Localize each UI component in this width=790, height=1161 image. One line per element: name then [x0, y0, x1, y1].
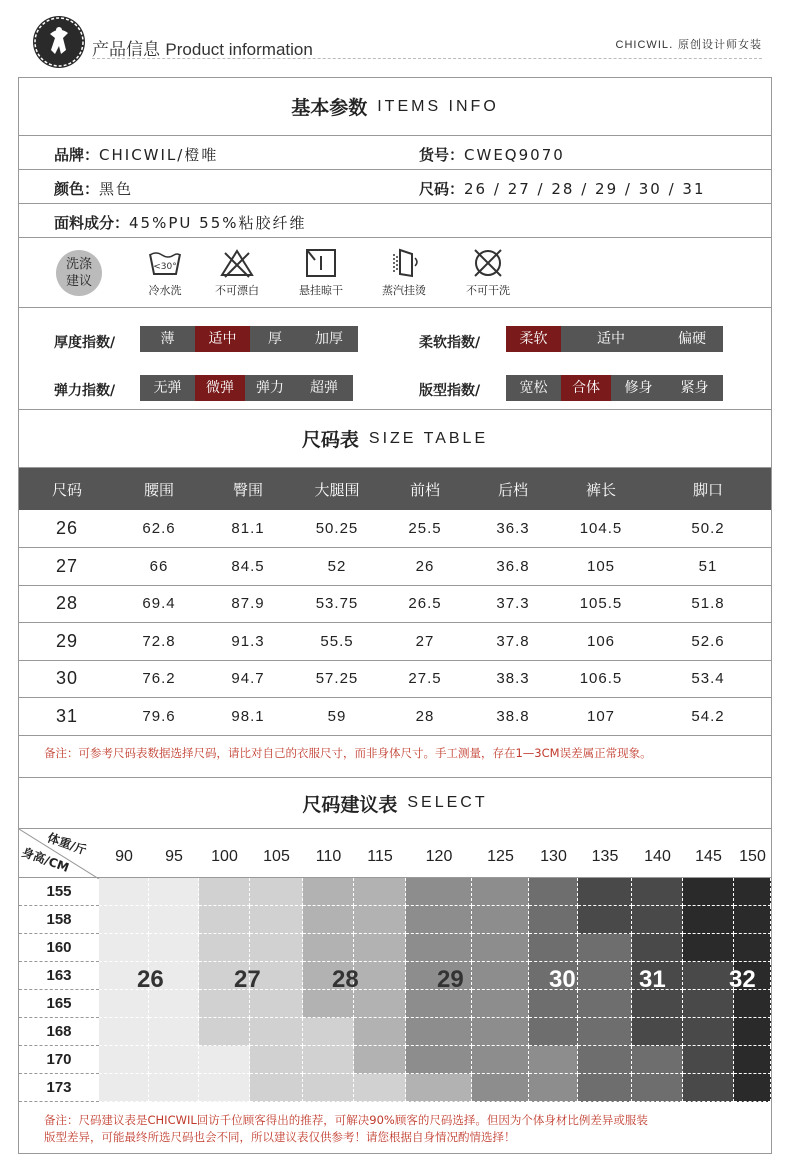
weight-header: 90: [99, 828, 149, 878]
size-table-title: [19, 410, 771, 468]
header-brand: [616, 36, 762, 52]
table-cell: 38.8: [469, 698, 557, 736]
grid-cell: [472, 1046, 529, 1074]
table-cell: 37.3: [469, 585, 557, 623]
indicator-option: 弹力: [245, 375, 295, 401]
size-table-note: 备注：可参考尺码表数据选择尺码，请比对自己的衣服尺寸，而非身体尺寸。手工测量，存在1—3CM误差属正常现象。: [44, 746, 652, 760]
fabric-label: 面料成分：: [54, 214, 130, 232]
items-info-title-cn: 基本参数: [291, 97, 368, 119]
select-section: [18, 778, 772, 1154]
table-cell: 62.6: [115, 510, 203, 548]
table-cell: 50.2: [645, 510, 771, 548]
elasticity-label: 弹力指数/: [54, 383, 116, 399]
grid-cell: [683, 990, 734, 1018]
grid-cell: [199, 878, 250, 906]
table-cell: 29: [19, 623, 115, 661]
weight-header: 100: [199, 828, 250, 878]
table-cell: 51: [645, 548, 771, 586]
grid-cell: [99, 990, 149, 1018]
sku-label: 货号：: [419, 146, 465, 164]
table-cell: 28: [381, 698, 469, 736]
grid-cell: [149, 1018, 199, 1046]
brand-logo: [33, 16, 85, 68]
table-cell: 38.3: [469, 660, 557, 698]
grid-cell: [250, 1046, 303, 1074]
table-cell: 25.5: [381, 510, 469, 548]
size-table-body: [19, 510, 771, 735]
table-cell: 30: [19, 660, 115, 698]
table-cell: 84.5: [203, 548, 293, 586]
sku-value: CWEQ9070: [464, 146, 565, 164]
table-cell: 72.8: [115, 623, 203, 661]
grid-cell: [683, 962, 734, 990]
table-row: [19, 585, 771, 623]
grid-cell: [472, 878, 529, 906]
size-table-header-cell: 裤长: [557, 468, 645, 510]
header-title-en: Product information: [165, 40, 313, 59]
select-title-en: SELECT: [407, 794, 488, 811]
grid-cell: [734, 1018, 771, 1046]
brand-label: 品牌：: [54, 146, 100, 164]
table-cell: 98.1: [203, 698, 293, 736]
indicator-option: 紧身: [666, 375, 723, 401]
grid-corner: [19, 828, 99, 878]
grid-cell: [529, 1046, 578, 1074]
color-value: 黑色: [99, 180, 134, 198]
indicator-option: 厚: [250, 326, 300, 352]
thickness-label: 厚度指数/: [54, 335, 116, 351]
grid-cell: [199, 1046, 250, 1074]
grid-cell: [354, 962, 406, 990]
weight-header: 140: [632, 828, 683, 878]
size-table: [19, 468, 771, 736]
grid-cell: [354, 1046, 406, 1074]
grid-cell: [734, 990, 771, 1018]
size-recommend-label: 32: [729, 966, 756, 993]
indicator-option: 适中: [195, 326, 250, 352]
grid-cell: [578, 1074, 632, 1102]
info-row-color: [19, 170, 771, 204]
table-cell: 36.8: [469, 548, 557, 586]
grid-cell: [529, 878, 578, 906]
table-cell: 106: [557, 623, 645, 661]
table-row: [19, 698, 771, 736]
size-recommend-label: 26: [137, 966, 164, 993]
grid-cell: [406, 1018, 472, 1046]
table-cell: 69.4: [115, 585, 203, 623]
grid-cell: [472, 962, 529, 990]
size-table-header-cell: 腰围: [115, 468, 203, 510]
grid-cell: [250, 934, 303, 962]
grid-cell: [632, 990, 683, 1018]
grid-cell: [406, 990, 472, 1018]
indicator-option: 合体: [561, 375, 611, 401]
size-label: 尺码：: [419, 180, 465, 198]
indicator-option: 适中: [561, 326, 661, 352]
grid-cell: [149, 1046, 199, 1074]
grid-cell: [472, 934, 529, 962]
select-title-cn: 尺码建议表: [302, 793, 398, 816]
table-cell: 66: [115, 548, 203, 586]
height-label: 168: [19, 1018, 99, 1046]
table-cell: 37.8: [469, 623, 557, 661]
grid-cell: [578, 962, 632, 990]
size-recommend-label: 27: [234, 966, 261, 993]
grid-cell: [578, 1046, 632, 1074]
grid-cell: [99, 1046, 149, 1074]
grid-cell: [99, 1074, 149, 1102]
size-table-title-en: SIZE TABLE: [368, 429, 489, 447]
grid-cell: [303, 1046, 354, 1074]
grid-cell: [529, 990, 578, 1018]
grid-cell: [199, 1074, 250, 1102]
header-title-cn: 产品信息: [92, 40, 160, 60]
grid-cell: [683, 1046, 734, 1074]
table-cell: 26: [381, 548, 469, 586]
table-cell: 87.9: [203, 585, 293, 623]
table-cell: 27.5: [381, 660, 469, 698]
grid-cell: [354, 934, 406, 962]
grid-cell: [354, 878, 406, 906]
grid-cell: [354, 1018, 406, 1046]
size-recommend-label: 30: [549, 966, 576, 993]
weight-header: 135: [578, 828, 632, 878]
table-cell: 51.8: [645, 585, 771, 623]
corner-weight-label: 体重/斤: [45, 830, 89, 858]
brand-name: CHICWIL: [615, 39, 669, 51]
size-table-section: [18, 410, 772, 778]
care-item-steam-iron: [364, 248, 444, 298]
grid-cell: [250, 1018, 303, 1046]
grid-cell: [472, 1074, 529, 1102]
grid-cell: [303, 878, 354, 906]
table-cell: 81.1: [203, 510, 293, 548]
elasticity-indicator: [140, 375, 353, 401]
care-label-steam-iron: 蒸汽挂烫: [382, 284, 426, 297]
table-cell: 52: [293, 548, 381, 586]
care-label-no-bleach: 不可漂白: [215, 284, 259, 297]
table-cell: 76.2: [115, 660, 203, 698]
grid-cell: [683, 906, 734, 934]
table-cell: 105: [557, 548, 645, 586]
grid-cell: [250, 990, 303, 1018]
header-divider: [92, 58, 762, 59]
height-label: 170: [19, 1046, 99, 1074]
table-cell: 28: [19, 585, 115, 623]
table-row: [19, 623, 771, 661]
table-cell: 54.2: [645, 698, 771, 736]
grid-cell: [199, 906, 250, 934]
height-label: 165: [19, 990, 99, 1018]
indicator-option: 修身: [611, 375, 666, 401]
grid-cell: [578, 990, 632, 1018]
grid-cell: [472, 906, 529, 934]
size-recommend-label: 28: [332, 966, 359, 993]
size-table-header-cell: 臀围: [203, 468, 293, 510]
weight-header: 130: [529, 828, 578, 878]
care-item-hang-dry: [281, 248, 361, 298]
grid-cell: [734, 1074, 771, 1102]
softness-label: 柔软指数/: [419, 335, 481, 351]
care-item-no-dry-clean: [448, 248, 528, 298]
table-row: [19, 510, 771, 548]
color-label: 颜色：: [54, 180, 100, 198]
table-cell: 106.5: [557, 660, 645, 698]
table-cell: 27: [381, 623, 469, 661]
grid-cell: [199, 1018, 250, 1046]
items-info-title: [19, 78, 771, 136]
height-label: 163: [19, 962, 99, 990]
grid-cell: [149, 906, 199, 934]
corner-height-label: 身高/CM: [19, 844, 71, 875]
table-cell: 57.25: [293, 660, 381, 698]
grid-cell: [734, 878, 771, 906]
size-table-header-row: [19, 468, 771, 510]
size-table-title-cn: 尺码表: [301, 429, 359, 451]
no-bleach-icon: [219, 248, 255, 278]
size-table-header-cell: 脚口: [645, 468, 771, 510]
size-table-header-cell: 前档: [381, 468, 469, 510]
fabric-value: 45%PU 55%粘胶纤维: [129, 214, 307, 232]
table-cell: 91.3: [203, 623, 293, 661]
table-cell: 52.6: [645, 623, 771, 661]
grid-cell: [406, 878, 472, 906]
care-instructions: [19, 238, 771, 308]
grid-cell: [354, 990, 406, 1018]
brand-tagline: . 原创设计师女装: [669, 38, 762, 51]
grid-cell: [354, 906, 406, 934]
table-cell: 26.5: [381, 585, 469, 623]
fit-label: 版型指数/: [419, 383, 481, 399]
grid-cell: [529, 1074, 578, 1102]
softness-indicator: [506, 326, 723, 352]
cold-wash-icon: [147, 248, 183, 278]
size-recommend-label: 29: [437, 966, 464, 993]
grid-cell: [250, 878, 303, 906]
table-cell: 79.6: [115, 698, 203, 736]
grid-cell: [632, 1074, 683, 1102]
hang-dry-icon: [303, 248, 339, 278]
select-title: [19, 778, 771, 828]
height-label: 160: [19, 934, 99, 962]
table-cell: 53.4: [645, 660, 771, 698]
fit-indicator: [506, 375, 723, 401]
grid-cell: [683, 878, 734, 906]
grid-cell: [632, 1018, 683, 1046]
weight-header: 145: [683, 828, 734, 878]
items-info-section: [18, 77, 772, 410]
grid-cell: [472, 990, 529, 1018]
table-cell: 55.5: [293, 623, 381, 661]
grid-cell: [199, 934, 250, 962]
table-cell: 26: [19, 510, 115, 548]
grid-cell: [149, 878, 199, 906]
indicator-option: 宽松: [506, 375, 561, 401]
table-cell: 107: [557, 698, 645, 736]
steam-iron-icon: [386, 248, 422, 278]
grid-cell: [683, 934, 734, 962]
grid-cell: [406, 1074, 472, 1102]
grid-cell: [632, 1046, 683, 1074]
table-cell: 59: [293, 698, 381, 736]
grid-cell: [529, 1018, 578, 1046]
weight-header: 105: [250, 828, 303, 878]
grid-cell: [406, 1046, 472, 1074]
indicator-option: 微弹: [195, 375, 245, 401]
grid-cell: [199, 990, 250, 1018]
indicator-option: 无弹: [140, 375, 195, 401]
weight-header: 95: [149, 828, 199, 878]
grid-cell: [99, 878, 149, 906]
table-cell: 94.7: [203, 660, 293, 698]
grid-cell: [472, 1018, 529, 1046]
grid-cell: [149, 1074, 199, 1102]
grid-cell: [99, 906, 149, 934]
grid-cell: [149, 934, 199, 962]
grid-cell: [632, 906, 683, 934]
care-label-no-dry-clean: 不可干洗: [466, 284, 510, 297]
weight-header: 115: [354, 828, 406, 878]
indicator-option: 柔软: [506, 326, 561, 352]
info-row-brand: [19, 136, 771, 170]
indicator-option: 偏硬: [661, 326, 723, 352]
grid-cell: [632, 934, 683, 962]
grid-cell: [578, 906, 632, 934]
care-item-cold-wash: [125, 248, 205, 298]
grid-cell: [683, 1018, 734, 1046]
weight-header: 110: [303, 828, 354, 878]
grid-cell: [578, 934, 632, 962]
size-recommend-label: 31: [639, 966, 666, 993]
grid-cell: [354, 1074, 406, 1102]
table-row: [19, 660, 771, 698]
size-table-header-cell: 大腿围: [293, 468, 381, 510]
select-note: [44, 1112, 648, 1146]
header-title: [92, 35, 313, 60]
height-label: 158: [19, 906, 99, 934]
grid-cell: [406, 906, 472, 934]
select-note-line2: 版型差异，可能最终所选尺码也会不同，所以建议表仅供参考！请您根据自身情况酌情选择！: [44, 1130, 516, 1144]
weight-header: 120: [406, 828, 472, 878]
grid-cell: [99, 934, 149, 962]
care-label-cold-wash: 冷水洗: [148, 284, 182, 297]
no-dry-clean-icon: [470, 248, 506, 278]
grid-cell: [529, 906, 578, 934]
grid-cell: [149, 990, 199, 1018]
grid-cell: [734, 906, 771, 934]
brand-value: CHICWIL/橙唯: [99, 146, 219, 164]
items-info-title-en: ITEMS INFO: [377, 97, 499, 115]
care-item-no-bleach: [197, 248, 277, 298]
grid-cell: [303, 1018, 354, 1046]
select-note-line1: 备注：尺码建议表是CHICWIL回访千位顾客得出的推荐，可解决90%顾客的尺码选择。但因为个体身材比例差异或服装: [44, 1113, 648, 1127]
care-label-hang-dry: 悬挂晾干: [299, 284, 343, 297]
grid-cell: [683, 1074, 734, 1102]
weight-header: 125: [472, 828, 529, 878]
grid-cell: [303, 1074, 354, 1102]
grid-cell: [529, 934, 578, 962]
size-table-header-cell: 尺码: [19, 468, 115, 510]
grid-cell: [632, 878, 683, 906]
table-cell: 105.5: [557, 585, 645, 623]
size-table-header-cell: 后档: [469, 468, 557, 510]
grid-cell: [250, 1074, 303, 1102]
table-cell: 36.3: [469, 510, 557, 548]
table-cell: 31: [19, 698, 115, 736]
grid-cell: [734, 934, 771, 962]
table-cell: 50.25: [293, 510, 381, 548]
height-label: 155: [19, 878, 99, 906]
grid-cell: [406, 934, 472, 962]
indicator-option: 超弹: [295, 375, 353, 401]
info-row-fabric: [19, 204, 771, 238]
table-cell: 53.75: [293, 585, 381, 623]
care-badge: [56, 250, 102, 296]
svg-text:<30°: <30°: [153, 262, 177, 272]
grid-cell: [578, 1018, 632, 1046]
table-row: [19, 548, 771, 586]
height-label: 173: [19, 1074, 99, 1102]
grid-cell: [99, 1018, 149, 1046]
indicator-option: 薄: [140, 326, 195, 352]
size-value: 26 / 27 / 28 / 29 / 30 / 31: [464, 180, 706, 198]
care-badge-text: 洗涤 建议: [65, 257, 92, 289]
grid-cell: [303, 906, 354, 934]
weight-header: 150: [734, 828, 771, 878]
grid-cell: [734, 1046, 771, 1074]
grid-cell: [303, 934, 354, 962]
grid-cell: [578, 878, 632, 906]
thickness-indicator: [140, 326, 358, 352]
grid-cell: [250, 906, 303, 934]
table-cell: 104.5: [557, 510, 645, 548]
table-cell: 27: [19, 548, 115, 586]
grid-cell: [303, 990, 354, 1018]
indicator-option: 加厚: [300, 326, 358, 352]
